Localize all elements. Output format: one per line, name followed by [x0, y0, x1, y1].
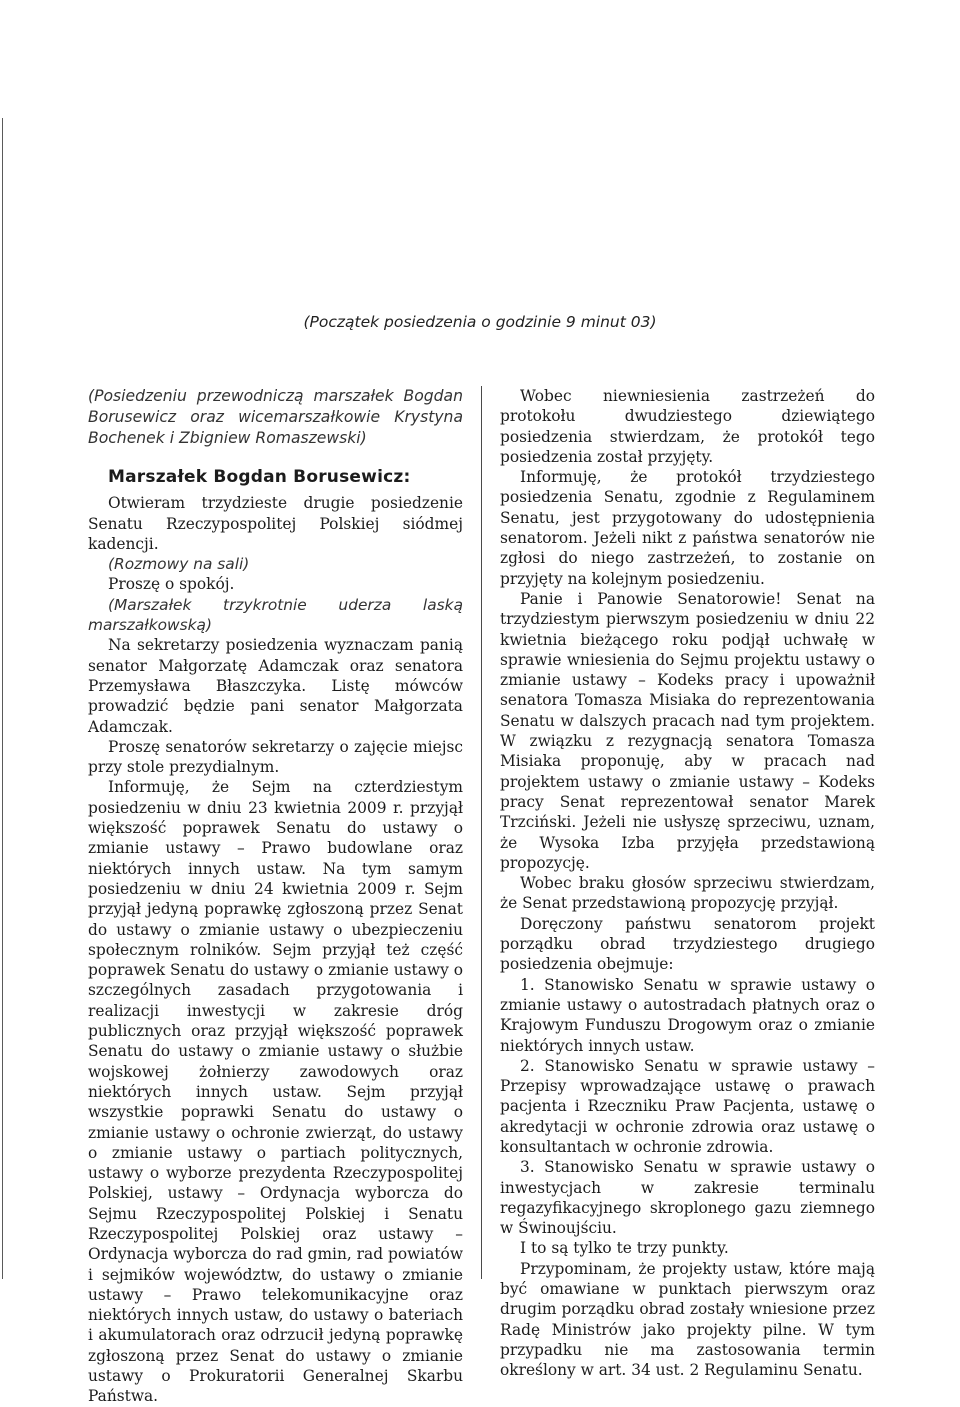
paragraph: Wobec niewniesienia zastrzeżeń do protokołu dwudziestego dziewiątego posiedzenia stwierdzam, że protokół tego posiedzenia został przyjęty. [500, 387, 875, 466]
paragraph: Informuję, że Sejm na czterdziestym posiedzeniu w dniu 23 kwietnia 2009 r. przyjął większość poprawek Senatu do ustawy o zmianie ustawy – Prawo budowlane oraz niektórych innych ustaw. Na tym samym posiedzeniu w dniu 24 kwietnia 2009 r. Sejm przyjął jedyną poprawkę zgłoszoną przez Senat do ustawy o zmianie ustawy o ubezpieczeniu społecznym rolników. Sejm przyjął też część poprawek Senatu do ustawy o zmianie ustawy o szczególnych zasadach przygotowania i realizacji inwestycji w zakresie dróg publicznych oraz przyjął większość poprawek Senatu do ustawy o zmianie ustawy o służbie wojskowej żołnierzy zawodowych oraz niektórych innych ustaw. Sejm przyjął wszystkie poprawki Senatu do ustawy o zmianie ustawy o ochronie zwierząt, do ustawy o zmianie ustawy o partiach politycznych, ustawy o wyborze prezydenta Rzeczypospolitej Polskiej, ustawy – Ordynacja wyborcza do Sejmu Rzeczypospolitej Polskiej i Senatu Rzeczypospolitej Polskiej oraz ustawy – Ordynacja wyborcza do rad gmin, rad powiatów i sejmików województw, do ustawy o zmianie ustawy – Prawo telekomunikacyjne oraz niektórych innych ustaw, do ustawy o bateriach i akumulatorach oraz odrzucił jedyną poprawkę zgłoszoną przez Senat do ustawy o zmianie ustawy o Prokuratorii Generalnej Skarbu Państwa. [88, 778, 463, 1406]
left-column [88, 386, 463, 1407]
stage-direction: (Rozmowy na sali) [108, 555, 250, 574]
column-divider [481, 386, 482, 1279]
paragraph: Panie i Panowie Senatorowie! Senat na trzydziestym pierwszym posiedzeniu w dniu 22 kwietnia bieżącego roku podjął uchwałę w sprawie wniesienia do Sejmu projektu ustawy o zmianie ustawy – Kodeks pracy i upoważnił senatora Tomasza Misiaka do reprezentowania Senatu w dalszych pracach nad tym projektem. W związku z rezygnacją senatora Tomasza Misiaka proponuję, aby w pracach nad projektem ustawy o zmianie ustawy – Kodeks pracy Senat reprezentował senator Marek Trzciński. Jeżeli nie usłyszę sprzeciwu, uznam, że Wysoka Izba przyjęła przedstawioną propozycję. [500, 589, 875, 872]
presiding-note: (Posiedzeniu przewodniczą marszałek Bogdan Borusewicz oraz wicemarszałkowie Krystyna Bochenek i Zbigniew Romaszewski) [88, 387, 463, 447]
paragraph: I to są tylko te trzy punkty. [520, 1239, 729, 1258]
paragraph: Przypominam, że projekty ustaw, które mają być omawiane w punktach pierwszym oraz drugim porządku obrad zostały wniesione przez Radę Ministrów jako projekty pilne. W tym przypadku nie ma zastosowania termin określony w art. 34 ust. 2 Regulaminu Senatu. [500, 1259, 875, 1380]
paragraph: Otwieram trzydzieste drugie posiedzenie Senatu Rzeczypospolitej Polskiej siódmej kadencji. [88, 494, 463, 553]
speaker-heading: Marszałek Bogdan Borusewicz: [108, 467, 411, 487]
left-margin-rule [2, 118, 3, 1279]
paragraph: Wobec braku głosów sprzeciwu stwierdzam, że Senat przedstawioną propozycję przyjął. [500, 874, 875, 913]
session-start-note: (Początek posiedzenia o godzinie 9 minut 03) [303, 313, 657, 331]
paragraph: Proszę senatorów sekretarzy o zajęcie miejsc przy stole prezydialnym. [88, 737, 463, 777]
paragraph: Na sekretarzy posiedzenia wyznaczam panią senator Małgorzatę Adamczak oraz senatora Przemysława Błaszczyka. Listę mówców prowadzić będzie pani senator Małgorzata Adamczak. [88, 636, 463, 736]
paragraph: Doręczony państwu senatorom projekt porządku obrad trzydziestego drugiego posiedzenia obejmuje: [500, 914, 875, 974]
agenda-item-2: 2. Stanowisko Senatu w sprawie ustawy – Przepisy wprowadzające ustawę o prawach pacjenta i Rzeczniku Praw Pacjenta, ustawę o akredytacji w ochronie zdrowia oraz ustawę o konsultantach w ochronie zdrowia. [500, 1056, 875, 1156]
paragraph: Informuję, że protokół trzydziestego posiedzenia Senatu, zgodnie z Regulaminem Senatu, jest przygotowany do udostępnienia senatorom. Jeżeli nikt z państwa senatorów nie zgłosi do niego zastrzeżeń, to zostanie on przyjęty na kolejnym posiedzeniu. [500, 468, 875, 588]
right-column [500, 386, 875, 1381]
paragraph: Proszę o spokój. [108, 575, 235, 594]
stage-direction: (Marszałek trzykrotnie uderza laską marszałkowską) [88, 595, 463, 635]
agenda-item-3: 3. Stanowisko Senatu w sprawie ustawy o inwestycjach w zakresie terminalu regazyfikacyjnego skroplonego gazu ziemnego w Świnoujściu. [500, 1158, 875, 1238]
agenda-item-1: 1. Stanowisko Senatu w sprawie ustawy o zmianie ustawy o autostradach płatnych oraz o Krajowym Funduszu Drogowym oraz o zmianie niektórych innych ustaw. [500, 975, 875, 1055]
